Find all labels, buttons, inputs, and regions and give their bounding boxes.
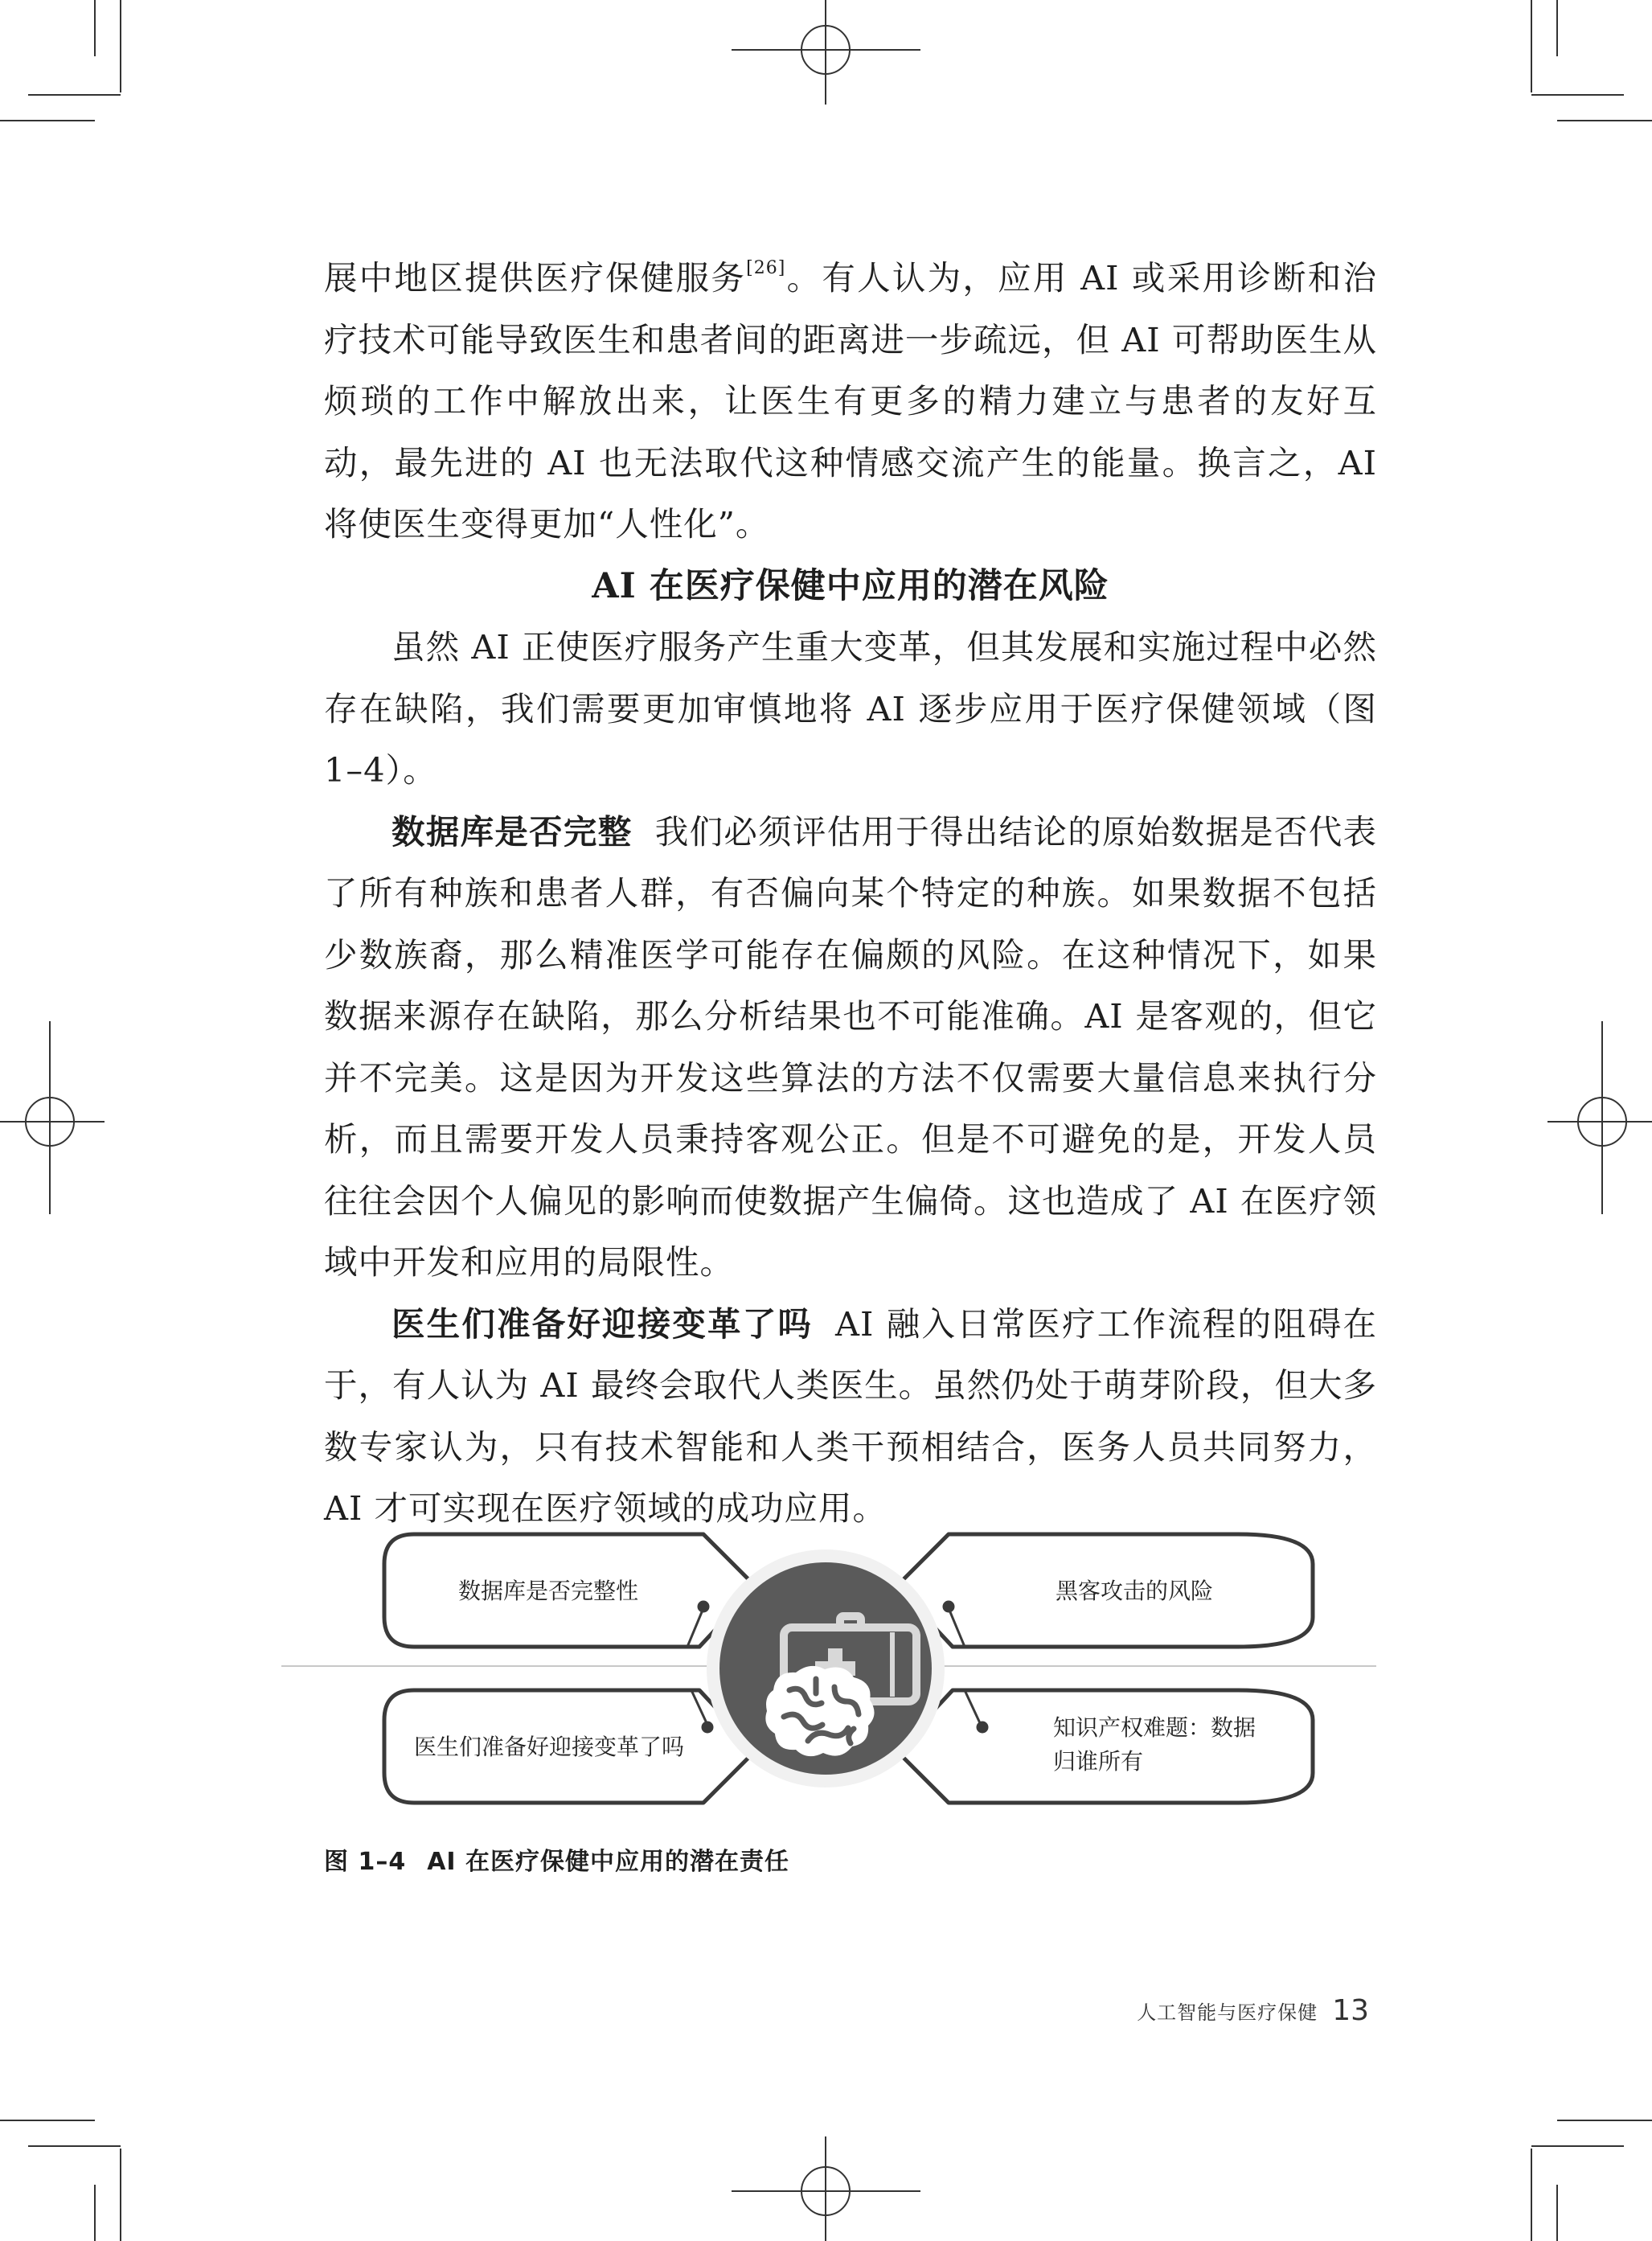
figure-number: 图 1–4 (324, 1848, 407, 1876)
label-top-left: 数据库是否完整性 (458, 1578, 639, 1604)
label-bottom-left: 医生们准备好迎接变革了吗 (414, 1734, 685, 1760)
figure-caption (324, 1841, 789, 1877)
paragraph-4-heading: 医生们准备好迎接变革了吗 (391, 1303, 814, 1344)
paragraph-3-text: 我们必须评估用于得出结论的原始数据是否代表了所有种族和患者人群，有否偏向某个特定的种族。如果数据不包括少数族裔，那么精准医学可能存在偏颇的风险。在这种情况下，如果数据来源存在缺陷，那么分析结果也不可能准确。AI 是客观的，但它并不完美。这是因为开发这些算法的方法不仅需要大量信息来执行分析，而且需要开发人员秉持客观公正。但是不可避免的是，开发人员往往会因个人偏见的影响而使数据产生偏倚。这也造成了 AI 在医疗领域中开发和应用的局限性。 (324, 811, 1377, 1282)
label-top-right: 黑客攻击的风险 (1056, 1578, 1214, 1604)
brain-icon (765, 1666, 874, 1756)
section-title: AI 在医疗保健中应用的潜在风险 (592, 565, 1109, 606)
paragraph-4-text: AI 融入日常医疗工作流程的阻碍在于，有人认为 AI 最终会取代人类医生。虽然仍处于萌芽阶段，但大多数专家认为，只有技术智能和人类干预相结合，医务人员共同努力，AI 才可实现在医疗领域的成功应用。 (324, 1303, 1377, 1528)
paragraph-1-rest: 。有人认为，应用 AI 或采用诊断和治疗技术可能导致医生和患者间的距离进一步疏远，但 AI 可帮助医生从烦琐的工作中解放出来，让医生有更多的精力建立与患者的友好互动，最先进的 AI 也无法取代这种情感交流产生的能量。换言之，AI 将使医生变得更加“人性化”。 (324, 258, 1377, 544)
page-number: 13 (1332, 1994, 1369, 2027)
label-bottom-right-line2: 归谁所有 (1053, 1748, 1144, 1775)
paragraph-2: 虽然 AI 正使医疗服务产生重大变革，但其发展和实施过程中必然存在缺陷，我们需要更加审慎地将 AI 逐步应用于医疗保健领域（图 1–4）。 (324, 627, 1377, 790)
paragraph-3-heading: 数据库是否完整 (391, 811, 633, 852)
running-footer-title: 人工智能与医疗保健 (1137, 2001, 1318, 2024)
label-bottom-right (1053, 1711, 1256, 1779)
figure-caption-text: AI 在医疗保健中应用的潜在责任 (427, 1848, 790, 1876)
paragraph-1-start: 展中地区提供医疗保健服务 (324, 258, 747, 298)
label-bottom-right-line1: 知识产权难题：数据 (1053, 1714, 1256, 1741)
page-footer (1137, 1994, 1369, 2027)
citation-ref: [26] (746, 258, 786, 278)
